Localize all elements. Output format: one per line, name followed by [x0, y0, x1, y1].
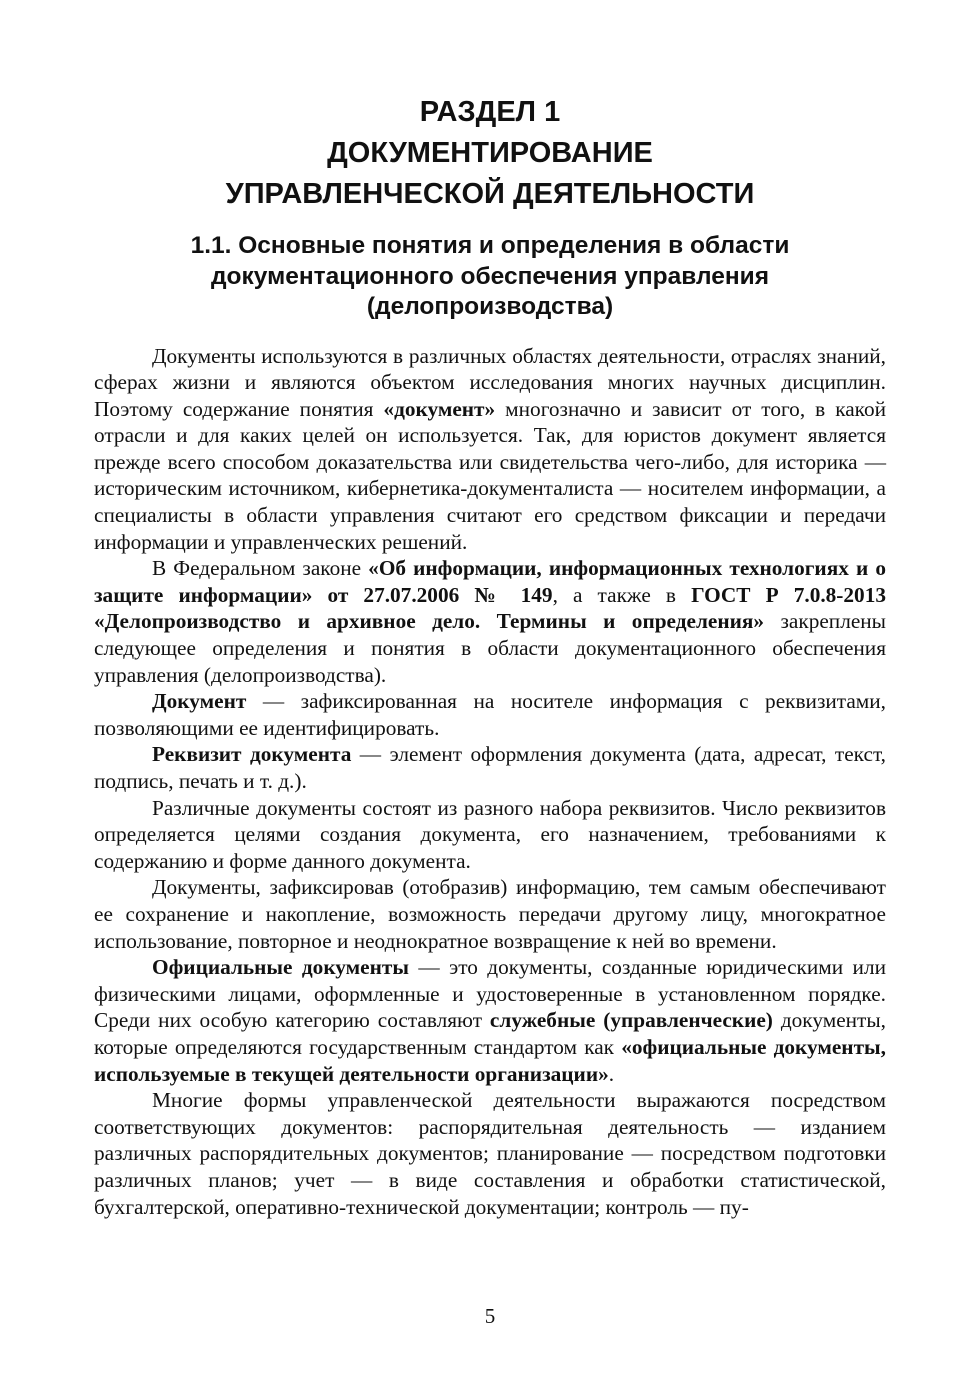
bold-term: Документ: [152, 689, 247, 714]
section-heading-line: документационного обеспечения управления: [211, 262, 769, 290]
paragraph: [94, 688, 886, 741]
section-heading-line: (делопроизводства): [366, 293, 614, 320]
body-text: [94, 343, 886, 1221]
text-run: Документы, зафиксировав (отобразив) информацию, тем самым обеспечивают ее сохранение и накопление, возможность передачи другому лицу, многократное использование, повторное и неоднократное возвращение к ней во времени.: [94, 875, 886, 953]
bold-term: служебные (управленческие): [489, 1008, 773, 1033]
chapter-heading-line: РАЗДЕЛ 1: [419, 96, 561, 128]
section-heading: [94, 231, 886, 323]
paragraph: [94, 874, 886, 954]
text-run: — это документы, созданные юридическими или физическими лицами, оформленные и удостоверенные в установленном порядке. Среди них особую категорию составляют: [94, 955, 886, 1033]
paragraph: [94, 555, 886, 688]
text-run: многозначно и зависит от того, в какой отрасли и для каких целей он используется. Так, для юристов документ является прежде всего способом доказательства или свидетельства чего-либо, для историка — историческим источником, кибернетика-документалиста — носителем информации, а специалисты в области управления считают его средством фиксации и передачи информации и управленческих решений.: [94, 396, 886, 554]
bold-definition: «официальные документы, используемые в текущей деятельности организации»: [94, 1034, 886, 1086]
text-run: .: [608, 1061, 615, 1086]
text-run: закреплены следующее определения и понятия в области документационного обеспечения управления (делопроизводства).: [94, 609, 886, 687]
section-heading-line: 1.1. Основные понятия и определения в области: [190, 232, 790, 259]
text-run: Различные документы состоят из разного набора реквизитов. Число реквизитов определяется целями создания документа, его назначением, требованиями к содержанию и форме данного документа.: [94, 795, 886, 873]
text-run: — элемент оформления документа (дата, адресат, текст, подпись, печать и т. д.).: [94, 742, 886, 793]
bold-term: Официальные документы: [152, 955, 409, 980]
text-run: Документы используются в различных областях деятельности, отраслях знаний, сферах жизни и являются объектом исследования многих научных дисциплин. Поэтому содержание понятия: [94, 343, 886, 421]
paragraph: [94, 741, 886, 794]
paragraph: [94, 343, 886, 556]
bold-term: «документ»: [383, 396, 496, 421]
bold-standard-title: ГОСТ Р 7.0.8-2013 «Делопроизводство и архивное дело. Термины и определения»: [94, 582, 886, 634]
text-run: , а также в: [552, 582, 692, 607]
paragraph: [94, 954, 886, 1087]
bold-law-title: «Об информации, информационных технологиях и о защите информации» от 27.07.2006 № 149: [94, 556, 886, 607]
chapter-heading-line: УПРАВЛЕНЧЕСКОЙ ДЕЯТЕЛЬНОСТИ: [225, 178, 755, 210]
text-run: документы, которые определяются государственным стандартом как: [94, 1008, 886, 1059]
chapter-heading-line: ДОКУМЕНТИРОВАНИЕ: [327, 137, 653, 169]
paragraph: [94, 795, 886, 875]
text-run: В Федеральном законе: [152, 556, 369, 581]
chapter-heading: [94, 92, 886, 215]
text-run: — зафиксированная на носителе информация с реквизитами, позволяющими ее идентифицировать.: [94, 689, 886, 740]
bold-term: Реквизит документа: [152, 742, 352, 767]
text-run: Многие формы управленческой деятельности выражаются посредством соответствующих документов: распорядительная деятельность — изданием различных распорядительных документов; планирование — посредством подготовки различных планов; учет — в виде составления и обработки статистической, бухгалтерской, оперативно-технической документации; контроль — пу-: [94, 1088, 886, 1219]
paragraph: [94, 1087, 886, 1220]
document-page: [94, 92, 886, 1220]
page-number: 5: [484, 1304, 496, 1328]
